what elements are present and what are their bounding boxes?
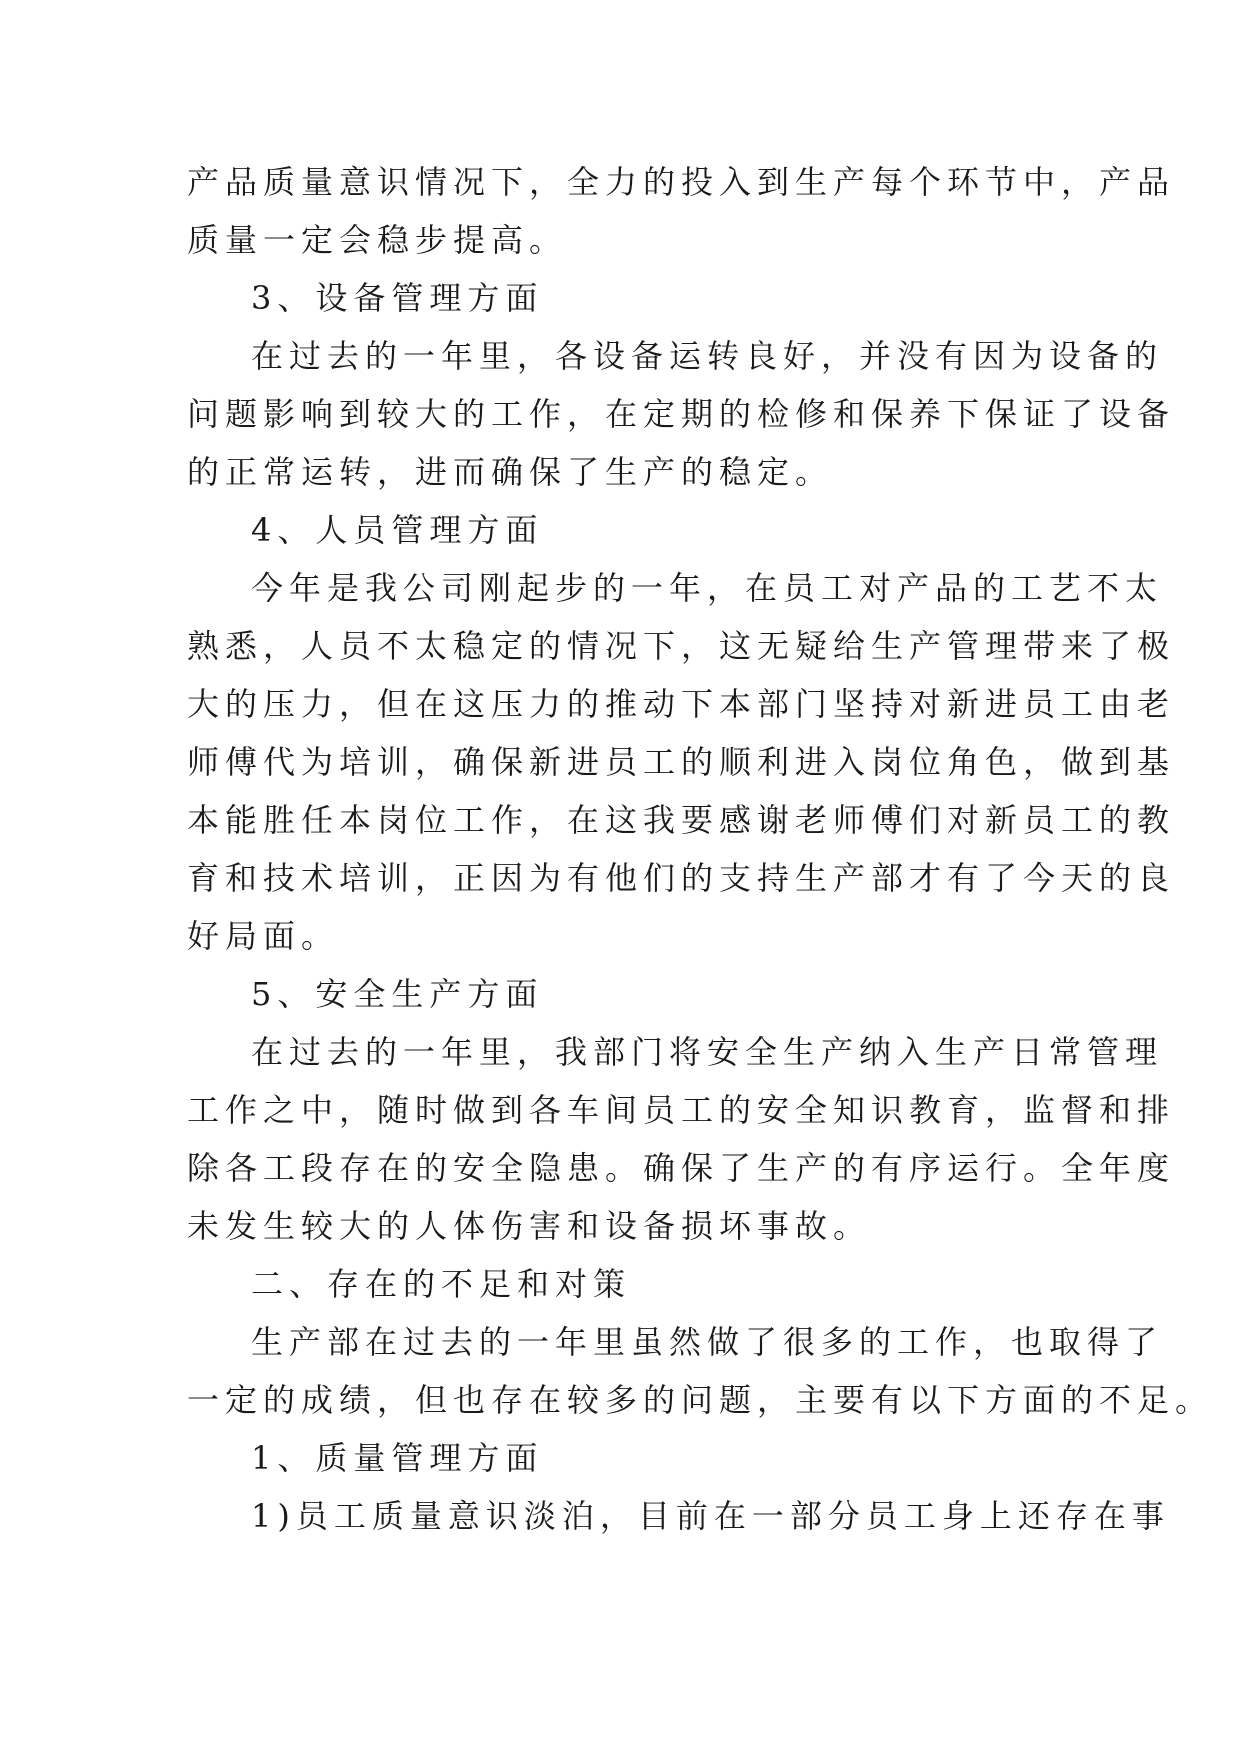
text-line: 问题影响到较大的工作，在定期的检修和保养下保证了设备 bbox=[187, 395, 1176, 433]
text-line: 熟悉，人员不太稳定的情况下，这无疑给生产管理带来了极 bbox=[187, 627, 1176, 665]
text-line: 在过去的一年里，各设备运转良好，并没有因为设备的 bbox=[251, 337, 1164, 375]
text-line: 5、安全生产方面 bbox=[251, 975, 544, 1013]
text-line: 生产部在过去的一年里虽然做了很多的工作，也取得了 bbox=[251, 1323, 1164, 1361]
text-line: 二、存在的不足和对策 bbox=[251, 1265, 632, 1303]
text-line: 1、质量管理方面 bbox=[251, 1439, 544, 1477]
text-line: 1)员工质量意识淡泊，目前在一部分员工身上还存在事 bbox=[251, 1497, 1170, 1535]
text-line: 质量一定会稳步提高。 bbox=[187, 221, 568, 259]
text-line: 一定的成绩，但也存在较多的问题，主要有以下方面的不足。 bbox=[187, 1381, 1214, 1419]
text-line: 在过去的一年里，我部门将安全生产纳入生产日常管理 bbox=[251, 1033, 1164, 1071]
text-line: 产品质量意识情况下，全力的投入到生产每个环节中，产品 bbox=[187, 163, 1176, 201]
text-line: 3、设备管理方面 bbox=[251, 279, 544, 317]
text-line: 未发生较大的人体伤害和设备损坏事故。 bbox=[187, 1207, 872, 1245]
text-line: 大的压力，但在这压力的推动下本部门坚持对新进员工由老 bbox=[187, 685, 1176, 723]
text-line: 今年是我公司刚起步的一年，在员工对产品的工艺不太 bbox=[251, 569, 1164, 607]
text-line: 师傅代为培训，确保新进员工的顺利进入岗位角色，做到基 bbox=[187, 743, 1176, 781]
text-line: 育和技术培训，正因为有他们的支持生产部才有了今天的良 bbox=[187, 859, 1176, 897]
text-line: 本能胜任本岗位工作，在这我要感谢老师傅们对新员工的教 bbox=[187, 801, 1176, 839]
document-body bbox=[187, 153, 1214, 1545]
text-line: 除各工段存在的安全隐患。确保了生产的有序运行。全年度 bbox=[187, 1149, 1176, 1187]
text-line: 好局面。 bbox=[187, 917, 340, 955]
text-line: 的正常运转，进而确保了生产的稳定。 bbox=[187, 453, 834, 491]
text-line: 工作之中，随时做到各车间员工的安全知识教育，监督和排 bbox=[187, 1091, 1176, 1129]
text-line: 4、人员管理方面 bbox=[251, 511, 544, 549]
